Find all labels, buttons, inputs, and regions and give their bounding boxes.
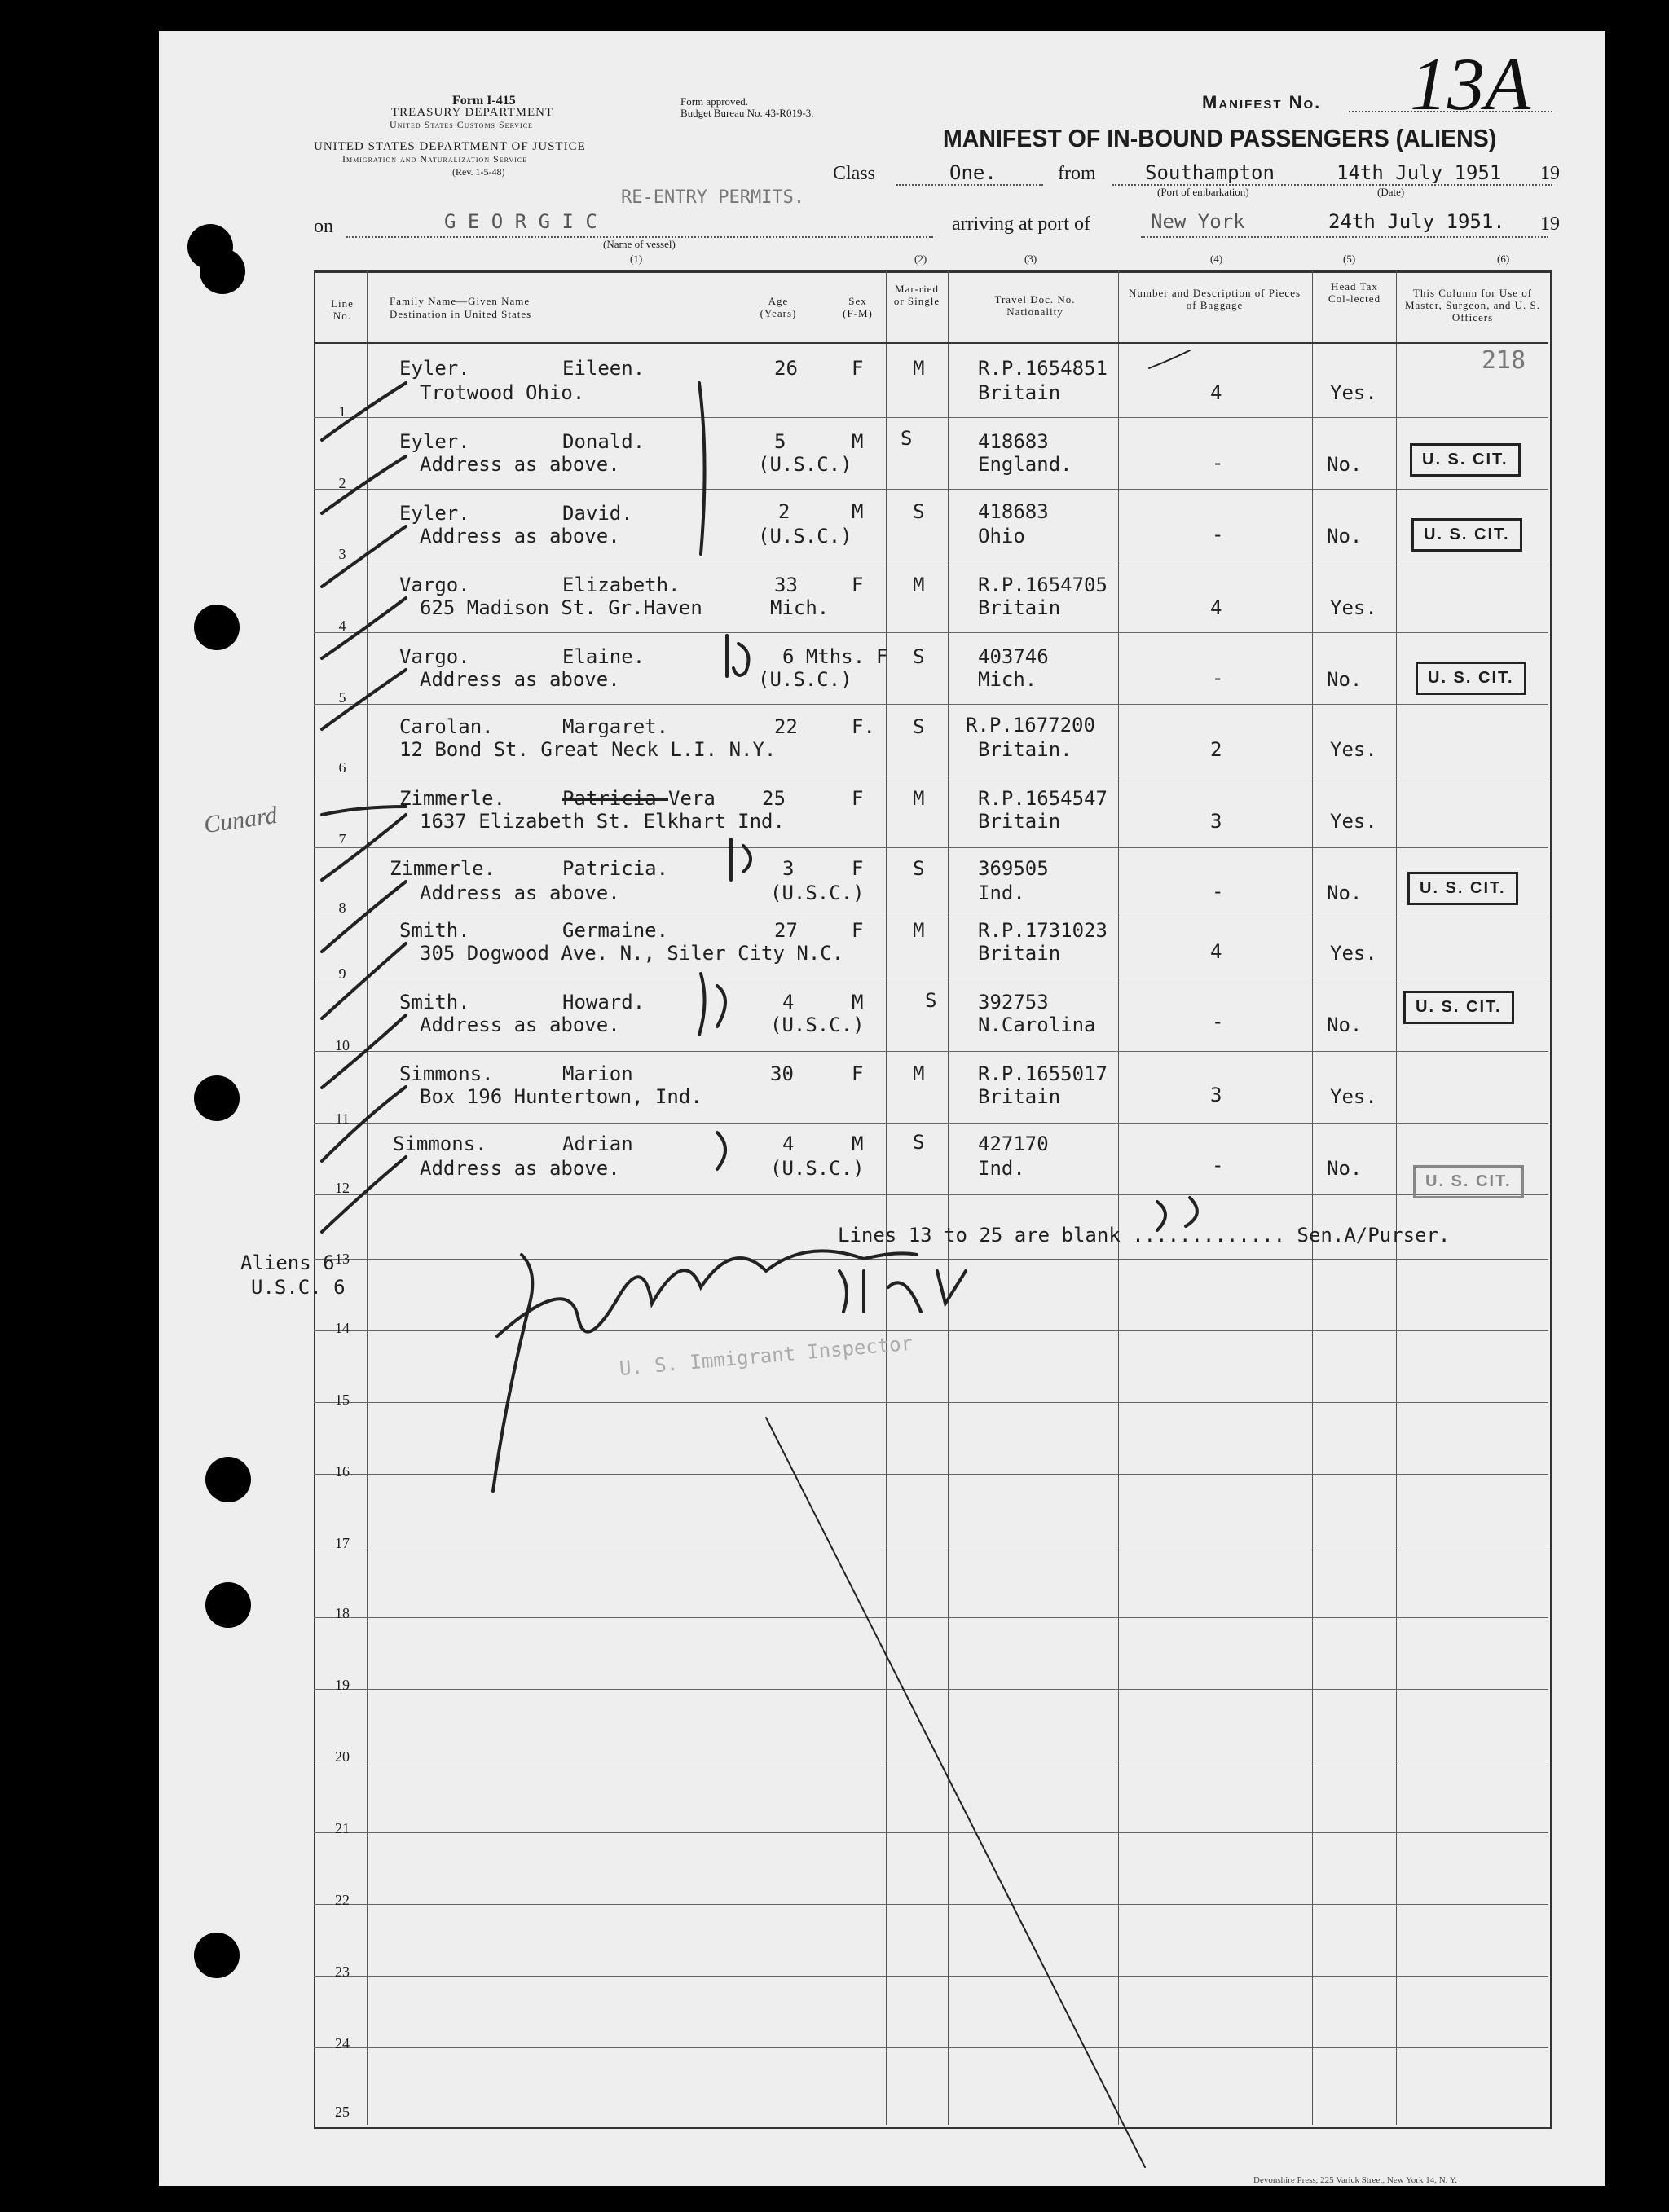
sex: M	[852, 500, 864, 523]
head-tax: Yes.	[1330, 810, 1377, 833]
marital-status: S	[913, 500, 925, 523]
head-tax: No.	[1327, 668, 1363, 691]
age: 2	[778, 500, 790, 523]
header-married: Mar-ried or Single	[893, 283, 940, 307]
class-label: Class	[833, 163, 876, 184]
us-citizen-stamp: U. S. CIT.	[1411, 518, 1522, 552]
nationality: Ind.	[978, 882, 1025, 904]
inspector-title: U. S. Immigrant Inspector	[618, 1331, 914, 1380]
line-number: 14	[335, 1320, 350, 1336]
year-suffix-arrival: 19	[1540, 213, 1560, 235]
header-headtax: Head Tax Col-lected	[1328, 280, 1381, 305]
nationality: Ind.	[978, 1157, 1025, 1180]
travel-doc: 418683	[978, 500, 1049, 523]
manifest-number: 13A	[1410, 42, 1531, 125]
age: 25	[762, 787, 786, 810]
date-caption: (Date)	[1377, 186, 1405, 198]
usc-count: U.S.C. 6	[251, 1276, 346, 1299]
tick-mark	[322, 943, 406, 1018]
family-name: Vargo.	[399, 574, 470, 596]
us-citizen-stamp: U. S. CIT.	[1403, 991, 1514, 1024]
arrival-date: 24th July 1951.	[1328, 210, 1505, 233]
revision: (Rev. 1-5-48)	[452, 166, 505, 178]
age-note: (U.S.C.)	[770, 1157, 865, 1180]
handwritten-mark	[731, 839, 751, 880]
line-number: 7	[338, 831, 346, 847]
given-name: Donald.	[562, 430, 645, 453]
initials	[839, 1271, 966, 1312]
marital-status: S	[913, 857, 925, 880]
travel-doc: 418683	[978, 430, 1049, 453]
travel-doc: R.P.1677200	[966, 714, 1095, 737]
family-name: Simmons.	[399, 1062, 494, 1085]
age: 4	[782, 1132, 795, 1155]
marital-status: S	[913, 715, 925, 738]
given-name: David.	[562, 502, 633, 525]
travel-doc: 403746	[978, 645, 1049, 668]
justice-dept: UNITED STATES DEPARTMENT OF JUSTICE	[314, 140, 586, 153]
marital-status: S	[925, 989, 937, 1012]
head-tax: No.	[1327, 453, 1363, 476]
nationality: N.Carolina	[978, 1014, 1096, 1036]
us-citizen-stamp: U. S. CIT.	[1407, 872, 1518, 905]
col-num-2: (2)	[914, 253, 927, 265]
nationality: Britain	[978, 1085, 1061, 1108]
handwritten-mark	[699, 974, 725, 1035]
sex: M	[852, 430, 864, 453]
diagonal-line	[766, 1418, 1145, 2167]
line-number: 15	[335, 1392, 350, 1408]
travel-doc: R.P.1654851	[978, 357, 1108, 380]
baggage-count: -	[1212, 666, 1224, 689]
header-sex: Sex (F-M)	[843, 295, 873, 319]
age: 22	[774, 715, 798, 738]
sex: F	[852, 919, 864, 942]
destination: 1637 Elizabeth St. Elkhart Ind.	[420, 810, 785, 833]
line-number: 19	[335, 1677, 350, 1693]
header-age: Age (Years)	[760, 295, 797, 319]
travel-doc: R.P.1731023	[978, 919, 1108, 942]
age-note: Mich.	[770, 596, 830, 619]
family-name: Zimmerle.	[390, 857, 496, 880]
age: 27	[774, 919, 798, 942]
head-tax: No.	[1327, 882, 1363, 904]
destination: 12 Bond St. Great Neck L.I. N.Y.	[399, 738, 777, 761]
line-number: 11	[335, 1110, 350, 1127]
given-name: Margaret.	[562, 715, 669, 738]
age: 5	[774, 430, 786, 453]
age: 30	[770, 1062, 794, 1085]
family-name: Simmons.	[393, 1132, 487, 1155]
travel-doc: 369505	[978, 857, 1049, 880]
treasury-dept: TREASURY DEPARTMENT	[391, 106, 554, 119]
embark-port: Southampton	[1145, 161, 1275, 184]
line-number: 2	[338, 475, 346, 491]
line-number: 23	[335, 1964, 350, 1980]
printer-imprint: Devonshire Press, 225 Varick Street, New York 14, N. Y.	[1253, 2175, 1458, 2185]
line-number: 21	[335, 1820, 350, 1836]
head-tax: Yes.	[1330, 738, 1377, 761]
manifest-label: Manifest No.	[1202, 92, 1322, 112]
given-name: Marion	[562, 1062, 633, 1085]
destination: 305 Dogwood Ave. N., Siler City N.C.	[420, 942, 844, 965]
given-name: Eileen.	[562, 357, 645, 380]
col-num-1: (1)	[630, 253, 643, 265]
line-number: 9	[338, 965, 346, 982]
tick-mark	[322, 815, 406, 880]
on-label: on	[314, 216, 333, 237]
budget-bureau: Budget Bureau No. 43-R019-3.	[680, 107, 814, 119]
from-label: from	[1058, 163, 1096, 184]
age: 3	[782, 857, 795, 880]
manifest-title: MANIFEST OF IN-BOUND PASSENGERS (ALIENS)	[943, 124, 1497, 152]
header-travel: Travel Doc. No. Nationality	[994, 293, 1076, 318]
nationality: England.	[978, 453, 1072, 476]
family-name: Smith.	[399, 919, 470, 942]
family-name: Vargo.	[399, 645, 470, 668]
margin-note: Cunard	[202, 801, 280, 839]
form-approved: Form approved.	[680, 95, 749, 108]
marital-status: M	[913, 919, 925, 942]
sex: F	[852, 857, 864, 880]
header-officers: This Column for Use of Master, Surgeon, and U. S. Officers	[1404, 287, 1541, 323]
family-name: Eyler.	[399, 502, 470, 525]
sex: F	[852, 574, 864, 596]
age: 4	[782, 991, 795, 1014]
line-number: 13	[335, 1251, 350, 1267]
dash-mark	[1149, 350, 1190, 368]
tick-mark	[322, 882, 406, 952]
nationality: Britain	[978, 381, 1061, 404]
travel-doc: R.P.1655017	[978, 1062, 1108, 1085]
us-citizen-stamp: U. S. CIT.	[1413, 1165, 1524, 1198]
given-name: Patricia.	[562, 857, 669, 880]
us-citizen-stamp: U. S. CIT.	[1416, 662, 1526, 695]
customs-service: United States Customs Service	[390, 119, 533, 130]
arrival-port: New York	[1151, 210, 1245, 233]
handwritten-mark	[717, 1132, 725, 1169]
marital-status: M	[913, 357, 925, 380]
head-tax: Yes.	[1330, 1085, 1377, 1108]
line-number: 22	[335, 1892, 350, 1908]
head-tax: Yes.	[1330, 942, 1377, 965]
tick-mark	[322, 1015, 406, 1088]
nationality: Ohio	[978, 525, 1025, 548]
class-value: One.	[949, 161, 997, 184]
line-number: 16	[335, 1463, 350, 1480]
given-name: Patricia Vera	[562, 787, 716, 810]
line-number: 8	[338, 899, 346, 916]
handwritten-mark	[1157, 1198, 1197, 1230]
baggage-count: -	[1212, 880, 1224, 903]
travel-doc: 427170	[978, 1132, 1049, 1155]
sex: F	[852, 787, 864, 810]
line-number: 20	[335, 1748, 350, 1765]
family-name: Smith.	[399, 991, 470, 1014]
baggage-count: 4	[1210, 596, 1222, 619]
head-tax: No.	[1327, 1157, 1363, 1180]
line-number: 18	[335, 1605, 350, 1621]
sex: F	[852, 357, 864, 380]
age-note: (U.S.C.)	[758, 525, 852, 548]
nationality: Britain	[978, 810, 1061, 833]
age: 33	[774, 574, 798, 596]
destination: Address as above.	[420, 668, 620, 691]
marital-status: M	[913, 787, 925, 810]
destination: Address as above.	[420, 525, 620, 548]
family-name: Carolan.	[399, 715, 494, 738]
header-name: Family Name—Given Name	[390, 295, 531, 307]
sex: F	[852, 1062, 864, 1085]
header-destination: Destination in United States	[390, 308, 532, 320]
line-number: 24	[335, 2035, 350, 2051]
handwritten-mark	[727, 635, 748, 676]
line-number: 4	[338, 618, 346, 634]
age: 6 Mths.	[782, 645, 865, 668]
line-number: 12	[335, 1180, 350, 1196]
nationality: Mich.	[978, 668, 1037, 691]
tick-mark	[322, 1157, 406, 1232]
tick-mark	[322, 807, 406, 815]
bracket	[699, 383, 705, 554]
travel-doc: R.P.1654547	[978, 787, 1108, 810]
col-num-5: (5)	[1343, 253, 1356, 265]
age-note: (U.S.C.)	[758, 668, 852, 691]
head-tax: Yes.	[1330, 596, 1377, 619]
marital-status: S	[913, 645, 925, 668]
tick-mark	[322, 1087, 406, 1161]
baggage-count: 2	[1210, 738, 1222, 761]
marital-status: S	[901, 427, 913, 450]
destination: Address as above.	[420, 1014, 620, 1036]
col-num-6: (6)	[1497, 253, 1510, 265]
sex: M	[852, 991, 864, 1014]
baggage-count: 4	[1210, 940, 1222, 963]
baggage-count: -	[1212, 523, 1224, 546]
family-name: Eyler.	[399, 357, 470, 380]
age-note: (U.S.C.)	[770, 882, 865, 904]
officer-note: 218	[1482, 346, 1526, 375]
embark-date: 14th July 1951	[1337, 161, 1502, 184]
sex: M	[852, 1132, 864, 1155]
marital-status: M	[913, 574, 925, 596]
us-citizen-stamp: U. S. CIT.	[1410, 443, 1521, 477]
destination: Box 196 Huntertown, Ind.	[420, 1085, 702, 1108]
destination: Trotwood Ohio.	[420, 381, 585, 404]
ins-service: Immigration and Naturalization Service	[342, 153, 528, 165]
embark-caption: (Port of embarkation)	[1157, 186, 1249, 198]
signature	[493, 1251, 917, 1491]
head-tax: No.	[1327, 1014, 1363, 1036]
given-name: Germaine.	[562, 919, 669, 942]
form-number: Form I-415	[452, 94, 516, 108]
travel-doc: R.P.1654705	[978, 574, 1108, 596]
family-name: Zimmerle.	[399, 787, 506, 810]
nationality: Britain	[978, 942, 1061, 965]
baggage-count: 3	[1210, 1084, 1222, 1106]
tick-mark	[322, 456, 406, 513]
blank-lines-note: Lines 13 to 25 are blank ............. Sen.A/Purser.	[838, 1224, 1451, 1247]
line-number: 3	[338, 546, 346, 562]
tick-mark	[322, 383, 406, 440]
col-num-4: (4)	[1210, 253, 1223, 265]
given-name: Elizabeth.	[562, 574, 680, 596]
destination: Address as above.	[420, 453, 620, 476]
given-name: Elaine.	[562, 645, 645, 668]
destination: 625 Madison St. Gr.Haven	[420, 596, 702, 619]
line-number: 10	[335, 1037, 350, 1053]
sex: F	[876, 645, 888, 668]
family-name: Eyler.	[399, 430, 470, 453]
baggage-count: 3	[1210, 810, 1222, 833]
tick-mark	[322, 670, 406, 729]
line-number: 5	[338, 689, 346, 706]
given-name: Adrian	[562, 1132, 633, 1155]
head-tax: No.	[1327, 525, 1363, 548]
line-number: 25	[335, 2104, 350, 2120]
age-note: (U.S.C.)	[770, 1014, 865, 1036]
age-note: (U.S.C.)	[758, 453, 852, 476]
baggage-count: -	[1212, 451, 1224, 474]
line-number: 6	[338, 759, 346, 776]
head-tax: Yes.	[1330, 381, 1377, 404]
header-baggage: Number and Description of Pieces of Baggage	[1128, 287, 1301, 311]
year-suffix: 19	[1540, 163, 1560, 184]
destination: Address as above.	[420, 1157, 620, 1180]
aliens-count: Aliens 6	[240, 1251, 335, 1274]
baggage-count: -	[1212, 1010, 1224, 1033]
marital-status: M	[913, 1062, 925, 1085]
tick-mark	[322, 526, 406, 587]
reentry-permits: RE-ENTRY PERMITS.	[621, 187, 805, 208]
nationality: Britain.	[978, 738, 1072, 761]
vessel-name: G E O R G I C	[444, 210, 597, 233]
travel-doc: 392753	[978, 991, 1049, 1014]
sex: F.	[852, 715, 875, 738]
line-number: 1	[338, 403, 346, 420]
given-name: Howard.	[562, 991, 645, 1014]
arriving-label: arriving at port of	[952, 213, 1090, 235]
age: 26	[774, 357, 798, 380]
header-line-no: Line No.	[331, 297, 354, 322]
col-num-3: (3)	[1024, 253, 1037, 265]
tick-mark	[322, 598, 406, 658]
vessel-caption: (Name of vessel)	[603, 238, 676, 250]
line-number: 17	[335, 1535, 350, 1551]
nationality: Britain	[978, 596, 1061, 619]
destination: Address as above.	[420, 882, 620, 904]
baggage-count: -	[1212, 1154, 1224, 1176]
baggage-count: 4	[1210, 381, 1222, 404]
marital-status: S	[913, 1131, 925, 1154]
